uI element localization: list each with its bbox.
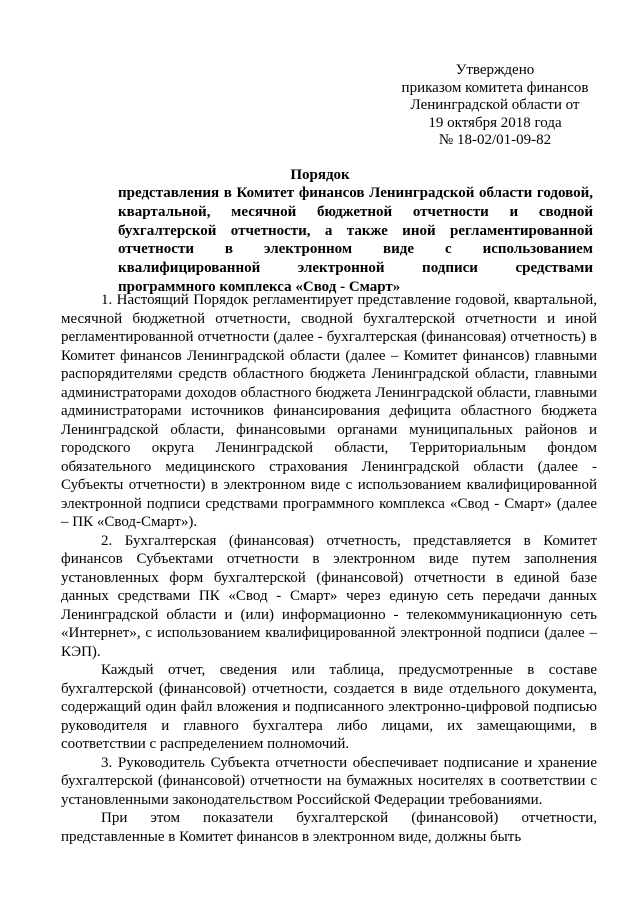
approval-line: Ленинградской области от xyxy=(410,97,580,114)
approval-stamp xyxy=(370,62,620,150)
paragraph: 3. Руководитель Субъекта отчетности обеспечивает подписание и хранение бухгалтерской (финансовой) отчетности на бумажных носителях в соответствии с установленными законодательством Российской Федерации требованиями. xyxy=(61,754,597,808)
approval-line: приказом комитета финансов xyxy=(401,79,589,96)
paragraph: 1. Настоящий Порядок регламентирует представление годовой, квартальной, месячной бюджетной отчетности, сводной бухгалтерской отчетности и иной регламентированной отчетности (далее - бухгалтерская (финансовая) отчетность) в Комитет финансов Ленинградской области (далее – Комитет финансов) главными распорядителями средств областного бюджета Ленинградской области, главными администраторами доходов областного бюджета Ленинградской области, главными администраторами источников финансирования дефицита областного бюджета Ленинградской области, финансовыми органами муниципальных районов и городского округа Ленинградской области, Территориальным фондом обязательного медицинского страхования Ленинградской области (далее - Субъекты отчетности) в электронном виде с использованием квалифицированной электронной подписи средствами программного комплекса «Свод - Смарт» (далее – ПК «Свод-Смарт»). xyxy=(61,292,597,530)
approval-line: Утверждено xyxy=(455,62,535,78)
paragraph: 2. Бухгалтерская (финансовая) отчетность, представляется в Комитет финансов Субъектами отчетности в электронном виде путем заполнения установленных форм бухгалтерской (финансовой) отчетности в единой базе данных средствами ПК «Свод - Смарт» через единую сеть передачи данных Ленинградской области и (или) информационно - телекоммуникационную сеть «Интернет», с использованием квалифицированной электронной подписи (далее – КЭП). xyxy=(61,532,597,660)
document-title: Порядок xyxy=(290,167,350,183)
paragraph: При этом показатели бухгалтерской (финансовой) отчетности, представленные в Комитет финансов в электронном виде, должны быть xyxy=(61,810,597,845)
approval-line: № 18-02/01-09-82 xyxy=(438,132,552,149)
document-subtitle: представления в Комитет финансов Ленинградской области годовой, квартальной, месячной бюджетной отчетности и сводной бухгалтерской отчетности, а также иной регламентированной отчетности в электронном виде с использованием квалифицированной электронной подписи средствами программного комплекса «Свод - Смарт» xyxy=(118,185,593,295)
paragraph: Каждый отчет, сведения или таблица, предусмотренные в составе бухгалтерской (финансовой) отчетности, создается в виде отдельного документа, содержащий один файл вложения и подписанного электронно-цифровой подписью руководителя и главного бухгалтера либо лицами, их замещающими, в соответствии с распределением полномочий. xyxy=(61,662,597,752)
document-body xyxy=(61,291,597,846)
approval-line: 19 октября 2018 года xyxy=(428,114,562,131)
